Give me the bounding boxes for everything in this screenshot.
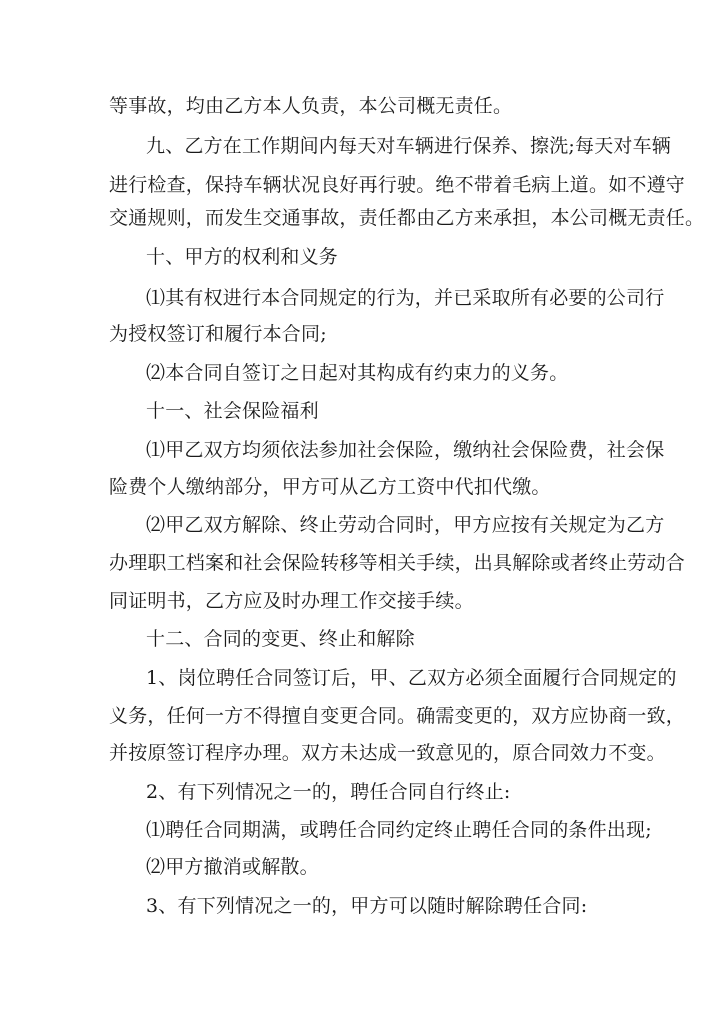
section-heading: 十、甲方的权利和义务 [146,246,339,268]
text-line: ⑵甲方撤消或解散。 [146,856,319,878]
text-line: 为授权签订和履行本合同; [109,323,327,345]
text-line: 办理职工档案和社会保险转移等相关手续，出具解除或者终止劳动合 [109,552,686,574]
section-heading: 十二、合同的变更、终止和解除 [146,628,415,650]
text-line: 进行检查，保持车辆状况良好再行驶。绝不带着毛病上道。如不遵守 [109,174,686,196]
text-line: ⑴其有权进行本合同规定的行为，并已采取所有必要的公司行 [146,287,665,309]
text-line: 义务，任何一方不得擅自变更合同。确需变更的，双方应协商一致， [109,705,686,727]
text-line: 等事故，均由乙方本人负责，本公司概无责任。 [109,95,513,117]
section-heading: 十一、社会保险福利 [146,400,319,422]
text-line: ⑴聘任合同期满，或聘任合同约定终止聘任合同的条件出现; [146,819,652,841]
text-line: 同证明书，乙方应及时办理工作交接手续。 [109,590,474,612]
text-line: 险费个人缴纳部分，甲方可从乙方工资中代扣代缴。 [109,476,551,498]
text-line: ⑴甲乙双方均须依法参加社会保险，缴纳社会保险费，社会保 [146,439,665,461]
text-line: 3、有下列情况之一的，甲方可以随时解除聘任合同: [146,895,588,917]
text-line: 2、有下列情况之一的，聘任合同自行终止: [146,781,511,803]
text-line: 九、乙方在工作期间内每天对车辆进行保养、擦洗;每天对车辆 [146,135,672,157]
text-line: ⑵本合同自签订之日起对其构成有约束力的义务。 [146,362,569,384]
text-line: 交通规则，而发生交通事故，责任都由乙方来承担，本公司概无责任。 [109,207,705,229]
text-line: 并按原签订程序办理。双方未达成一致意见的，原合同效力不变。 [109,742,666,764]
text-line: ⑵甲乙双方解除、终止劳动合同时，甲方应按有关规定为乙方 [146,514,665,536]
text-line: 1、岗位聘任合同签订后，甲、乙双方必须全面履行合同规定的 [146,667,677,689]
